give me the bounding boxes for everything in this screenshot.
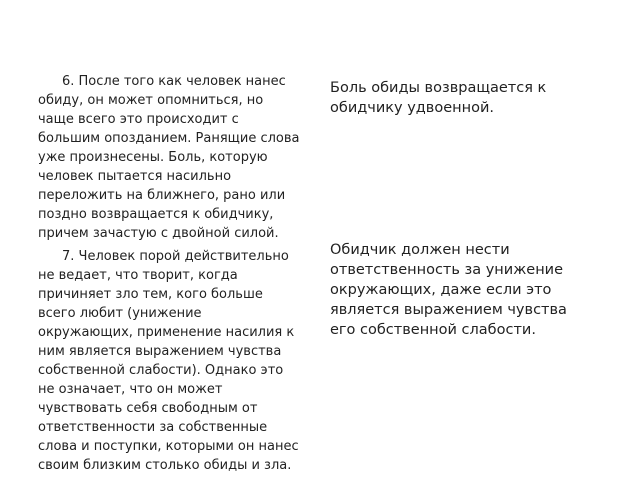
- paragraph-item-7: 7. Человек порой действительно не ведает, что творит, когда причиняет зло тем, кого больше всего любит (унижение окружающих, применение насилия к ним является выражением чувства собственной слабости). Однако это не означает, что он может чувствовать себя свободным от ответственности за собственные слова и поступки, которыми он нанес своим близким столько обиды и зла.: [38, 249, 299, 473]
- summary-item-6: Боль обиды возвращается к обидчику удвоенной.: [330, 80, 547, 116]
- summary-item-7: Обидчик должен нести ответственность за унижение окружающих, даже если это является выражением чувства его собственной слабости.: [330, 242, 567, 338]
- paragraph-item-6: 6. После того как человек нанес обиду, он может опомниться, но чаще всего это происходит с большим опозданием. Ранящие слова уже произнесены. Боль, которую человек пытается насильно переложить на ближнего, рано или поздно возвращается к обидчику, причем зачастую с двойной силой.: [38, 74, 300, 241]
